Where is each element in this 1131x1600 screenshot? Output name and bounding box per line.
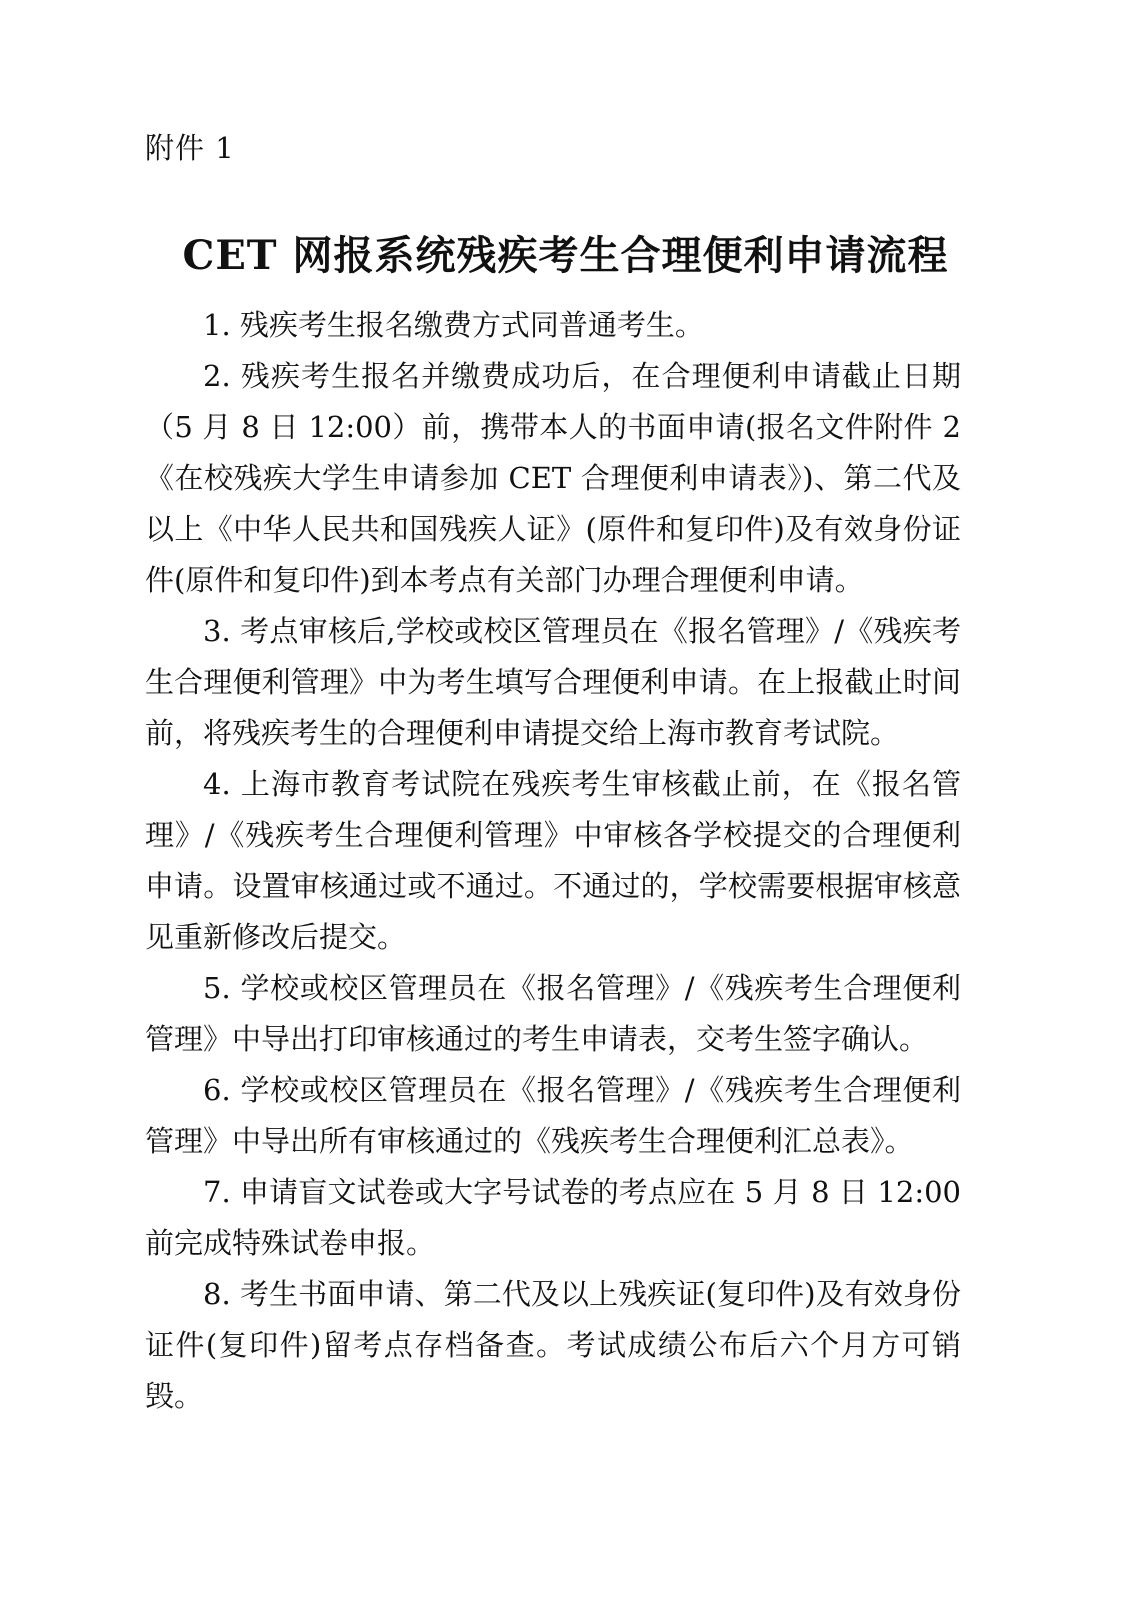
paragraph-step-5: 5. 学校或校区管理员在《报名管理》/《残疾考生合理便利管理》中导出打印审核通过的考生申请表，交考生签字确认。 xyxy=(145,971,961,1056)
paragraph-step-1: 1. 残疾考生报名缴费方式同普通考生。 xyxy=(203,308,704,342)
document-title: CET 网报系统残疾考生合理便利申请流程 xyxy=(182,232,949,279)
paragraph-step-3: 3. 考点审核后,学校或校区管理员在《报名管理》/《残疾考生合理便利管理》中为考生填写合理便利申请。在上报截止时间前，将残疾考生的合理便利申请提交给上海市教育考试院。 xyxy=(145,614,961,750)
attachment-label: 附件 1 xyxy=(145,131,235,165)
paragraph-step-6: 6. 学校或校区管理员在《报名管理》/《残疾考生合理便利管理》中导出所有审核通过的《残疾考生合理便利汇总表》。 xyxy=(145,1073,961,1158)
paragraph-step-2: 2. 残疾考生报名并缴费成功后，在合理便利申请截止日期（5 月 8 日 12:00）前，携带本人的书面申请(报名文件附件 2《在校残疾大学生申请参加 CET 合理便利申请表》)、第二代及以上《中华人民共和国残疾人证》(原件和复印件)及有效身份证件(原件和复印件)到本考点有关部门办理合理便利申请。 xyxy=(145,359,961,597)
document-body xyxy=(145,300,961,1422)
paragraph-step-7: 7. 申请盲文试卷或大字号试卷的考点应在 5 月 8 日 12:00 前完成特殊试卷申报。 xyxy=(145,1175,961,1260)
paragraph-step-8: 8. 考生书面申请、第二代及以上残疾证(复印件)及有效身份证件(复印件)留考点存档备查。考试成绩公布后六个月方可销毁。 xyxy=(145,1277,961,1413)
paragraph-step-4: 4. 上海市教育考试院在残疾考生审核截止前，在《报名管理》/《残疾考生合理便利管理》中审核各学校提交的合理便利申请。设置审核通过或不通过。不通过的，学校需要根据审核意见重新修改后提交。 xyxy=(145,767,961,954)
